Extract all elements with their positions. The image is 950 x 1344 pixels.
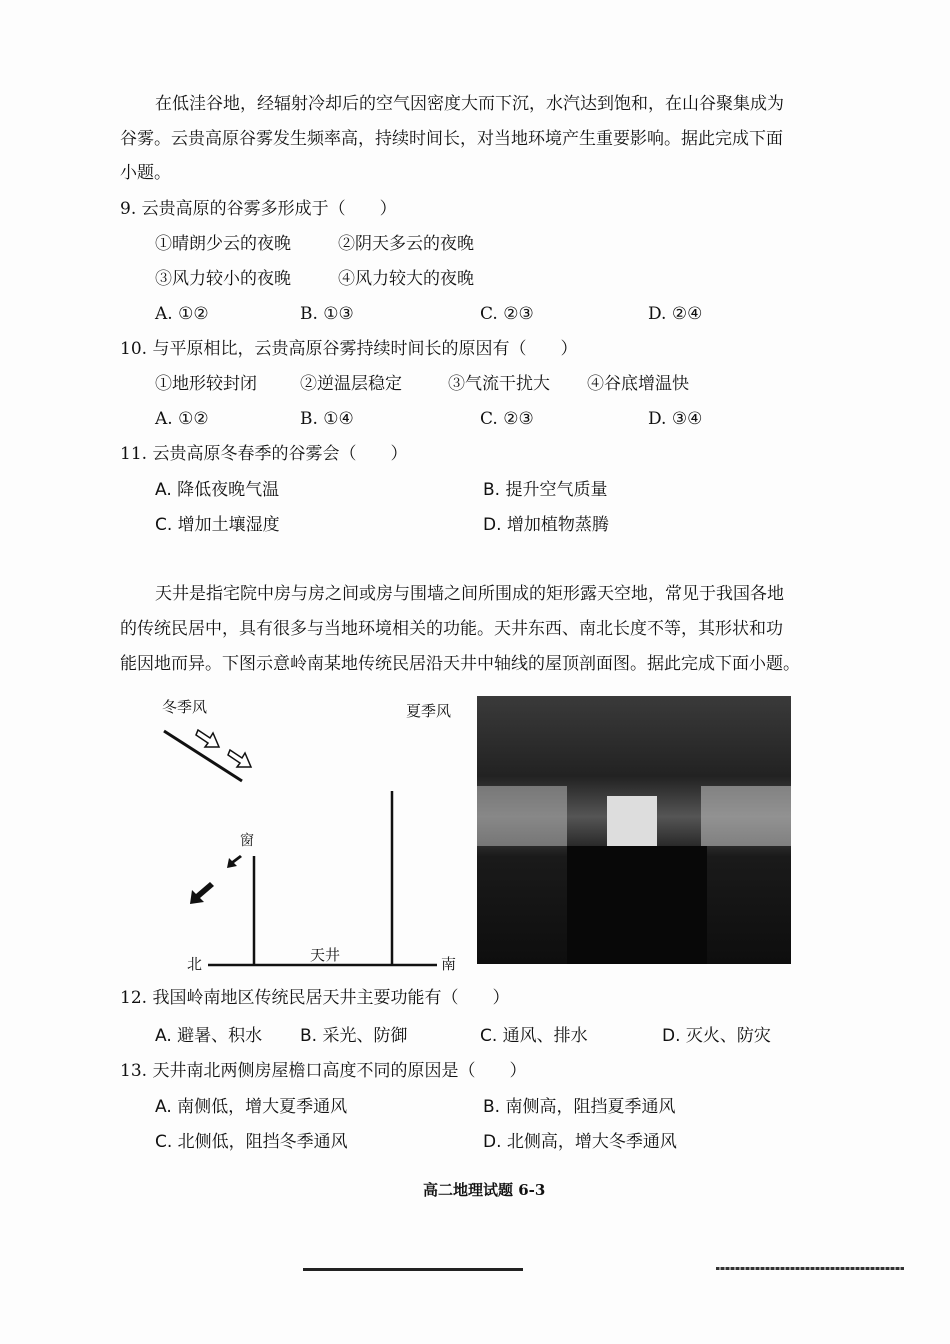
q13-choice-a: A. 南侧低，增大夏季通风 <box>155 1097 348 1117</box>
q10-statement: ①地形较封闭 <box>155 374 257 394</box>
passage2-line: 天井是指宅院中房与房之间或房与围墙之间所围成的矩形露天空地，常见于我国各地 <box>155 584 784 604</box>
q9-choice-a: A. ①② <box>155 304 209 324</box>
q11-choice-d: D. 增加植物蒸腾 <box>483 515 609 535</box>
question-11: 11. 云贵高原冬春季的谷雾会（ ） <box>120 444 408 464</box>
photo-pool <box>567 846 707 964</box>
q10-choice-b: B. ①④ <box>300 409 354 429</box>
photo-right-wall <box>701 786 791 846</box>
q11-choice-c: C. 增加土壤湿度 <box>155 515 280 535</box>
q10-statement: ④谷底增温快 <box>587 374 689 394</box>
passage1-line: 小题。 <box>120 163 171 183</box>
q10-choice-c: C. ②③ <box>480 409 534 429</box>
q13-choice-c: C. 北侧低，阻挡冬季通风 <box>155 1132 348 1152</box>
q9-choice-b: B. ①③ <box>300 304 354 324</box>
scan-artifact-line <box>303 1268 523 1271</box>
winter-wind-label: 冬季风 <box>162 698 208 716</box>
q13-choice-d: D. 北侧高，增大冬季通风 <box>483 1132 677 1152</box>
north-label: 北 <box>187 955 203 973</box>
q9-choice-d: D. ②④ <box>648 304 703 324</box>
question-12: 12. 我国岭南地区传统民居天井主要功能有（ ） <box>120 988 510 1008</box>
question-9: 9. 云贵高原的谷雾多形成于（ ） <box>120 199 397 219</box>
q11-choice-b: B. 提升空气质量 <box>483 480 608 500</box>
q10-statement: ②逆温层稳定 <box>300 374 402 394</box>
q12-choice-b: B. 采光、防御 <box>300 1026 408 1046</box>
passage1-line: 在低洼谷地，经辐射冷却后的空气因密度大而下沉，水汽达到饱和，在山谷聚集成为 <box>155 94 784 114</box>
photo-doorway <box>607 796 657 846</box>
passage2-line: 能因地而异。下图示意岭南某地传统民居沿天井中轴线的屋顶剖面图。据此完成下面小题。 <box>120 654 800 674</box>
diagram-lines <box>150 690 480 980</box>
q13-choice-b: B. 南侧高，阻挡夏季通风 <box>483 1097 676 1117</box>
q12-choice-c: C. 通风、排水 <box>480 1026 588 1046</box>
wind-arrow-icon <box>227 855 242 868</box>
q9-statement: ④风力较大的夜晚 <box>338 269 474 289</box>
courtyard-photo <box>477 696 791 964</box>
q10-choice-a: A. ①② <box>155 409 209 429</box>
question-10: 10. 与平原相比，云贵高原谷雾持续时间长的原因有（ ） <box>120 339 578 359</box>
scan-artifact-line <box>716 1267 904 1270</box>
photo-left-wall <box>477 786 567 846</box>
q9-choice-c: C. ②③ <box>480 304 534 324</box>
q12-choice-a: A. 避暑、积水 <box>155 1026 263 1046</box>
q11-choice-a: A. 降低夜晚气温 <box>155 480 280 500</box>
summer-wind-label: 夏季风 <box>406 702 452 720</box>
page-footer: 高二地理试题 6-3 <box>423 1181 546 1199</box>
courtyard-label: 天井 <box>310 946 341 964</box>
window-label: 窗 <box>240 833 254 849</box>
passage2-line: 的传统民居中，具有很多与当地环境相关的功能。天井东西、南北长度不等，其形状和功 <box>120 619 783 639</box>
q9-statement: ③风力较小的夜晚 <box>155 269 291 289</box>
q10-choice-d: D. ③④ <box>648 409 703 429</box>
q10-statement: ③气流干扰大 <box>448 374 550 394</box>
question-13: 13. 天井南北两侧房屋檐口高度不同的原因是（ ） <box>120 1061 527 1081</box>
wind-arrow-icon <box>190 882 214 904</box>
q9-statement: ②阴天多云的夜晚 <box>338 234 474 254</box>
passage1-line: 谷雾。云贵高原谷雾发生频率高，持续时间长，对当地环境产生重要影响。据此完成下面 <box>120 129 783 149</box>
q9-statement: ①晴朗少云的夜晚 <box>155 234 291 254</box>
south-label: 南 <box>441 955 457 973</box>
q12-choice-d: D. 灭火、防灾 <box>662 1026 771 1046</box>
roof-section-diagram <box>150 690 480 980</box>
winter-wind-arrow-icon <box>228 750 251 767</box>
winter-wind-arrow-icon <box>196 730 219 747</box>
